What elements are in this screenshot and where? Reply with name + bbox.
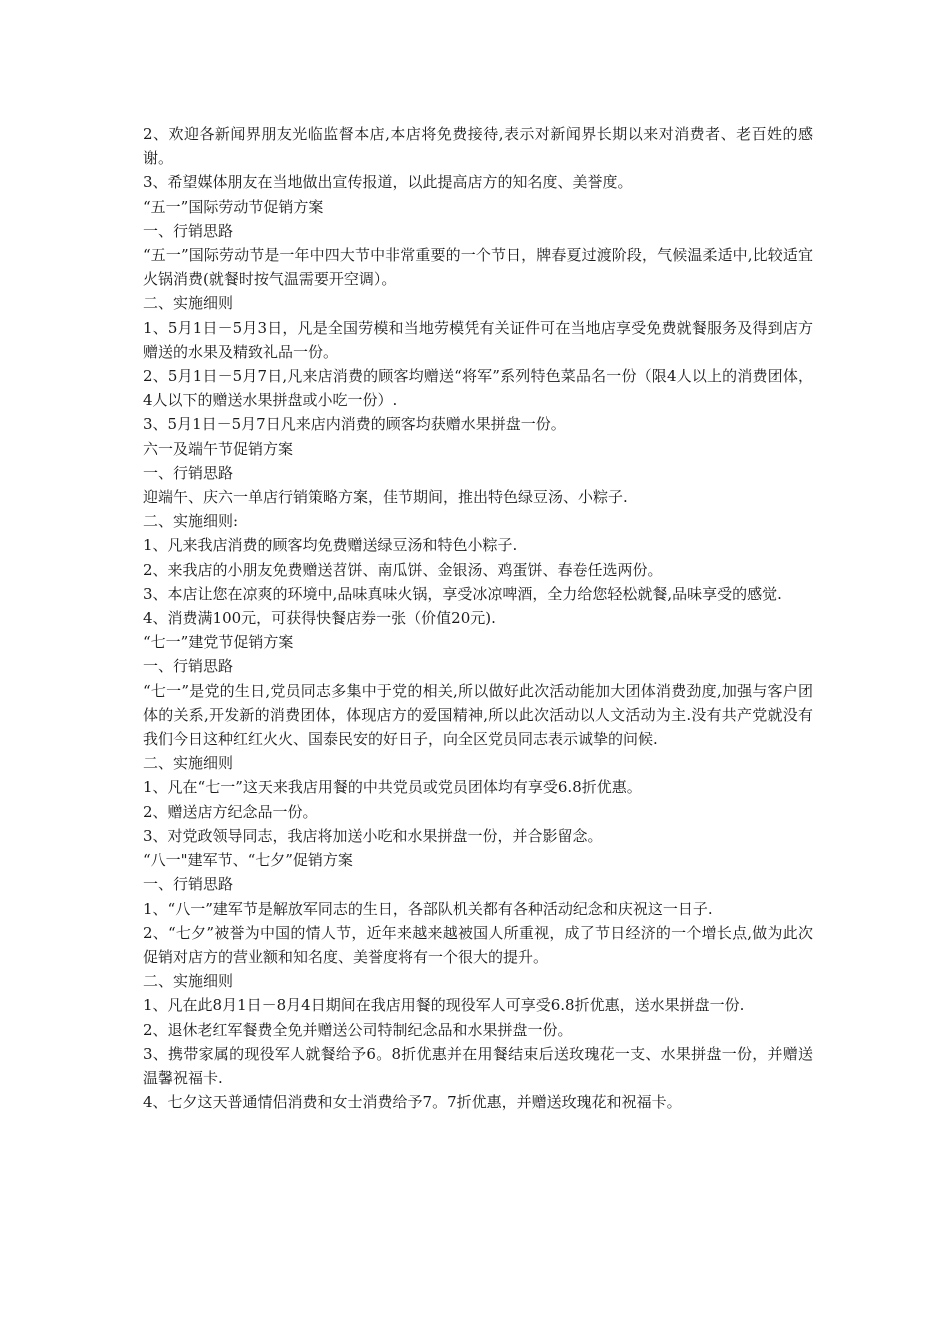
paragraph-may-day-rule-1: 1、5月1日－5月3日，凡是全国劳模和当地劳模凭有关证件可在当地店享受免费就餐服务及得到店方赠送的水果及精致礼品一份。 bbox=[143, 318, 813, 361]
paragraph-dragon-boat-rule-1: 1、凡来我店消费的顾客均免费赠送绿豆汤和特色小粽子. bbox=[143, 536, 518, 555]
paragraph-party-day-rule-3: 3、对党政领导同志，我店将加送小吃和水果拼盘一份，并合影留念。 bbox=[143, 826, 603, 845]
heading-party-day-plan: “七一”建党节促销方案 bbox=[143, 633, 294, 652]
paragraph-may-day-idea: “五一”国际劳动节是一年中四大节中非常重要的一个节日，牌春夏过渡阶段，气候温柔适中,比较适宜火锅消费(就餐时按气温需要开空调）。 bbox=[143, 246, 813, 289]
heading-army-day-qixi-plan: “八一"建军节、“七夕”促销方案 bbox=[143, 851, 353, 870]
subheading-implementation: 二、实施细则 bbox=[143, 754, 234, 773]
paragraph-dragon-boat-rule-2: 2、来我店的小朋友免费赠送苕饼、南瓜饼、金银汤、鸡蛋饼、春卷任选两份。 bbox=[143, 560, 663, 579]
subheading-marketing-idea: 一、行销思路 bbox=[143, 463, 234, 482]
paragraph-party-day-rule-2: 2、赠送店方纪念品一份。 bbox=[143, 802, 318, 821]
paragraph-dragon-boat-idea: 迎端午、庆六一单店行销策略方案，佳节期间，推出特色绿豆汤、小粽子. bbox=[143, 488, 628, 507]
heading-children-dragon-boat-plan: 六一及端午节促销方案 bbox=[143, 439, 294, 458]
heading-may-day-plan: “五一”国际劳动节促销方案 bbox=[143, 197, 324, 216]
paragraph-party-day-rule-1: 1、凡在“七一”这天来我店用餐的中共党员或党员团体均有享受6.8折优惠。 bbox=[143, 778, 642, 797]
paragraph-media-report: 3、希望媒体朋友在当地做出宣传报道，以此提高店方的知名度、美誉度。 bbox=[143, 173, 633, 192]
subheading-implementation: 二、实施细则 bbox=[143, 972, 234, 991]
paragraph-army-day-rule-1: 1、凡在此8月1日－8月4日期间在我店用餐的现役军人可享受6.8折优惠，送水果拼盘一份. bbox=[143, 996, 745, 1015]
subheading-implementation: 二、实施细则: bbox=[143, 512, 239, 531]
paragraph-media-reception: 2、欢迎各新闻界朋友光临监督本店,本店将免费接待,表示对新闻界长期以来对消费者、老百姓的感谢。 bbox=[143, 125, 813, 168]
subheading-marketing-idea: 一、行销思路 bbox=[143, 221, 234, 240]
paragraph-army-day-rule-3: 3、携带家属的现役军人就餐给予6。8折优惠并在用餐结束后送玫瑰花一支、水果拼盘一份，并赠送温馨祝福卡. bbox=[143, 1044, 813, 1087]
paragraph-army-day-idea-2: 2、“七夕”被誉为中国的情人节，近年来越来越被国人所重视，成了节日经济的一个增长点,做为此次促销对店方的营业额和知名度、美誉度将有一个很大的提升。 bbox=[143, 923, 813, 966]
paragraph-army-day-idea-1: 1、“八一”建军节是解放军同志的生日，各部队机关都有各种活动纪念和庆祝这一日子. bbox=[143, 899, 713, 918]
paragraph-dragon-boat-rule-3: 3、本店让您在凉爽的环境中,品味真味火锅，享受冰凉啤酒，全力给您轻松就餐,品味享受的感觉. bbox=[143, 584, 782, 603]
paragraph-may-day-rule-3: 3、5月1日－5月7日凡来店内消费的顾客均获赠水果拼盘一份。 bbox=[143, 415, 566, 434]
paragraph-army-day-rule-4: 4、七夕这天普通情侣消费和女士消费给予7。7折优惠，并赠送玫瑰花和祝福卡。 bbox=[143, 1093, 682, 1112]
subheading-marketing-idea: 一、行销思路 bbox=[143, 875, 234, 894]
document-body bbox=[143, 122, 813, 1114]
subheading-implementation: 二、实施细则 bbox=[143, 294, 234, 313]
paragraph-party-day-idea: “七一”是党的生日,党员同志多集中于党的相关,所以做好此次活动能加大团体消费劲度,加强与客户团体的关系,开发新的消费团体，体现店方的爱国精神,所以此次活动以人文活动为主.没有共产党就没有我们今日这种红红火火、国泰民安的好日子，向全区党员同志表示诚挚的问候. bbox=[143, 681, 813, 749]
paragraph-dragon-boat-rule-4: 4、消费满100元，可获得快餐店券一张（价值20元). bbox=[143, 609, 496, 628]
paragraph-may-day-rule-2: 2、5月1日－5月7日,凡来店消费的顾客均赠送“将军”系列特色菜品名一份（限4人以上的消费团体，4人以下的赠送水果拼盘或小吃一份）. bbox=[143, 367, 813, 410]
paragraph-army-day-rule-2: 2、退休老红军餐费全免并赠送公司特制纪念品和水果拼盘一份。 bbox=[143, 1020, 573, 1039]
subheading-marketing-idea: 一、行销思路 bbox=[143, 657, 234, 676]
